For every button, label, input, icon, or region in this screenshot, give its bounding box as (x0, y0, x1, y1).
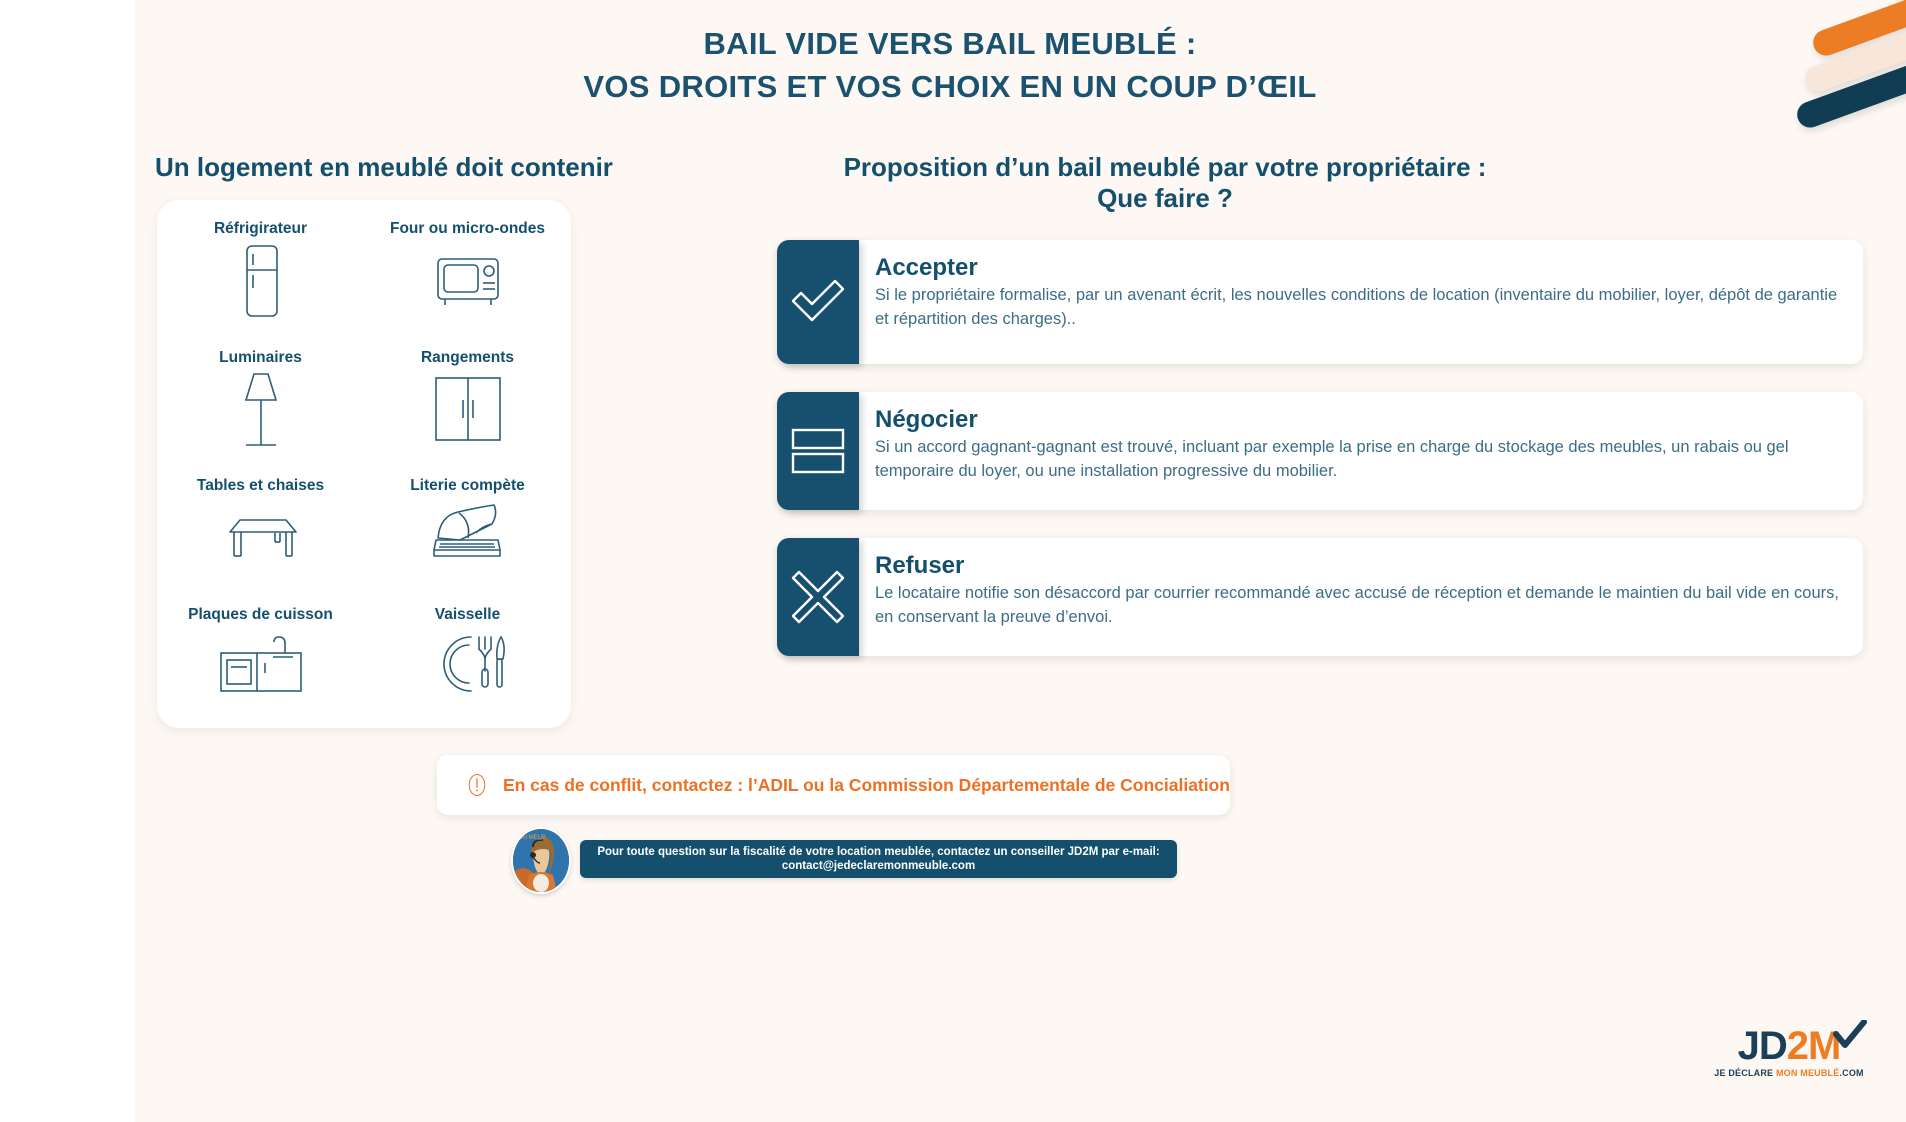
right-title-line-1: Proposition d’un bail meublé par votre propriétaire : (843, 152, 1487, 182)
logo-tag-2: MON MEUBLÉ (1775, 1068, 1840, 1078)
jd2m-logo (1705, 1022, 1873, 1094)
option-card-refuser[interactable] (777, 538, 1863, 656)
logo-jd: JD (1737, 1024, 1787, 1068)
equipment-label: Literie compète (410, 477, 525, 494)
equipment-label: Luminaires (219, 348, 302, 366)
check-icon (785, 269, 851, 335)
equipment-label: Four ou micro-ondes (390, 220, 545, 237)
logo-check-icon (1833, 1020, 1867, 1050)
cooktop-sink-icon (213, 629, 309, 699)
logo-tag-1: JE DÉCLARE (1714, 1068, 1776, 1078)
exclamation-icon (467, 764, 487, 806)
microwave-icon (428, 243, 508, 319)
right-section-title (770, 152, 1560, 214)
option-description: Le locataire notifie son désaccord par courrier recommandé avec accusé de réception et demande le maintien du bail vide en cours, en conservant la preuve d’envoi. (875, 584, 1839, 626)
option-title: Refuser (875, 552, 965, 579)
left-section-title: Un logement en meublé doit contenir (155, 152, 613, 182)
option-card-accepter[interactable] (777, 240, 1863, 364)
conflict-banner (437, 755, 1230, 815)
advisor-avatar (511, 827, 571, 894)
dishes-icon (427, 629, 509, 699)
footer-contact-bar (580, 840, 1177, 878)
option-body (859, 240, 1863, 364)
logo-tag-3: .COM (1839, 1068, 1864, 1078)
option-description: Si le propriétaire formalise, par un avenant écrit, les nouvelles conditions de location (inventaire du mobilier, loyer, dépôt de garantie et répartition des charges).. (875, 286, 1838, 328)
equipment-item-lamp (157, 343, 364, 472)
bedding-icon (426, 500, 510, 562)
stacked-bars-icon (789, 426, 847, 476)
equipment-label: Plaques de cuisson (188, 605, 333, 623)
equipment-label: Réfrigirateur (213, 220, 308, 237)
cabinet-icon (428, 372, 508, 450)
page-title (135, 22, 1765, 108)
advisor-photo (513, 829, 569, 892)
equipment-label: Rangements (420, 348, 515, 366)
option-icon-box (777, 240, 859, 364)
equipment-item-storage (364, 343, 571, 472)
fridge-icon (233, 243, 289, 319)
option-description: Si un accord gagnant-gagnant est trouvé, incluant par exemple la prise en charge du stockage des meubles, un rabais ou gel temporaire du loyer, ou une installation progressive du mobilier. (875, 438, 1789, 480)
svg-text:ON MEUB: ON MEUB (518, 835, 547, 841)
title-line-1: BAIL VIDE VERS BAIL MEUBLÉ : (703, 26, 1197, 61)
table-icon (218, 500, 304, 562)
option-body (859, 392, 1863, 510)
logo-tagline (1705, 1068, 1873, 1078)
equipment-label: Vaisselle (434, 605, 501, 623)
equipment-grid (157, 214, 571, 728)
equipment-card (157, 200, 571, 728)
footer-line-2: contact@jedeclaremonmeuble.com (781, 860, 976, 872)
option-card-negocier[interactable] (777, 392, 1863, 510)
equipment-label: Tables et chaises (196, 477, 325, 494)
logo-2: 2 (1786, 1024, 1809, 1068)
conflict-text: En cas de conflit, contactez : l’ADIL ou la Commission Départementale de Concialiation (502, 774, 1230, 795)
option-icon-box (777, 392, 859, 510)
cross-icon (787, 566, 849, 628)
floor-lamp-icon (230, 372, 292, 452)
equipment-item-fridge (157, 214, 364, 343)
equipment-item-table (157, 471, 364, 600)
right-title-line-2: Que faire ? (1097, 183, 1233, 213)
option-title: Négocier (875, 406, 978, 433)
option-title: Accepter (875, 254, 978, 281)
equipment-item-microwave (364, 214, 571, 343)
option-body (859, 538, 1863, 656)
title-line-2: VOS DROITS ET VOS CHOIX EN UN COUP D’ŒIL (583, 69, 1317, 104)
corner-decoration (1786, 0, 1906, 140)
equipment-item-dishes (364, 600, 571, 729)
equipment-item-bedding (364, 471, 571, 600)
logo-wordmark (1705, 1022, 1873, 1066)
footer-line-1: Pour toute question sur la fiscalité de votre location meublée, contactez un conseiller JD2M par e-mail: (597, 846, 1160, 858)
logo-m: M (1808, 1024, 1841, 1068)
equipment-item-cooktop (157, 600, 364, 729)
option-icon-box (777, 538, 859, 656)
